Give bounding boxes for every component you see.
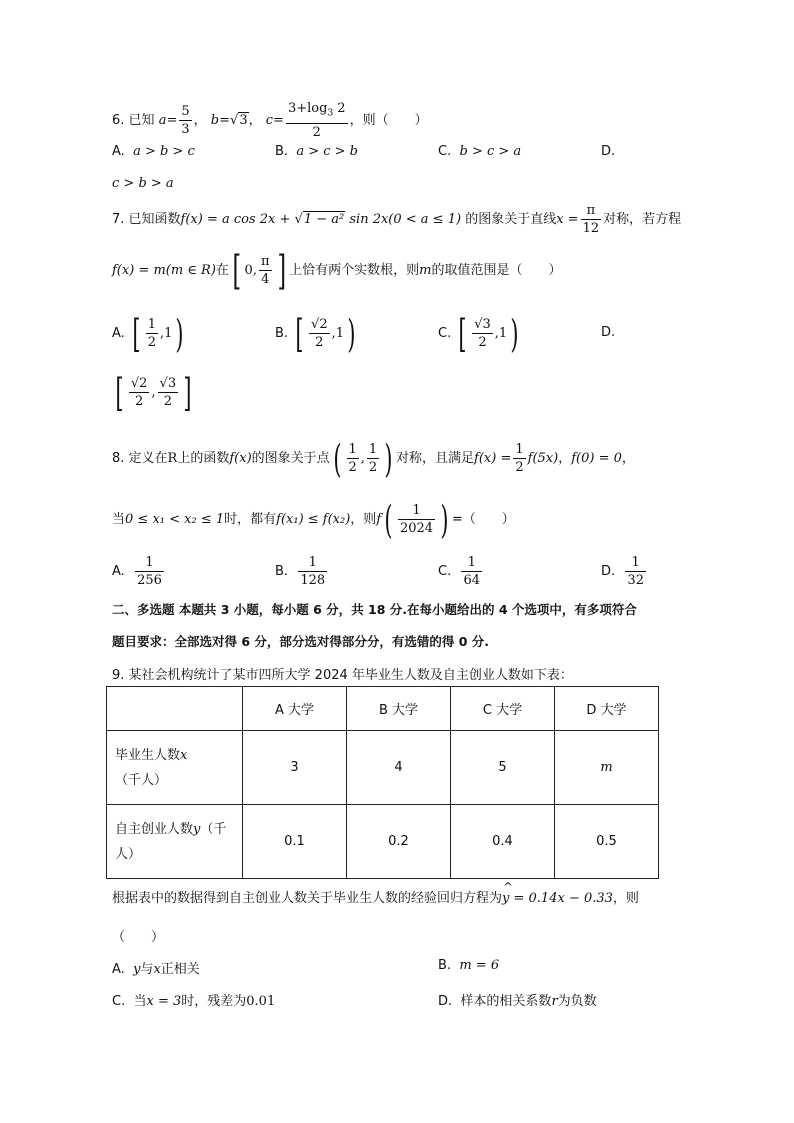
q8-stem-line1: 8. 定义在R上的函数f(x)的图象关于点( $\frac{1}{2}$ , $\frac{1}{2}$ ) 对称，且满足f(x) = $\frac{1}{2}$ f(5x)，f(0) = 0， — [112, 436, 635, 481]
q8-option-b[interactable]: B. $\frac{1}{128}$ — [275, 555, 326, 588]
q8-stem-line2: 当0 ≤ x₁ < x₂ ≤ 1时，都有f(x₁) ≤ f(x₂)，则f( $\frac{1}{2024}$ ) =（ ） — [112, 497, 515, 542]
q6-option-a[interactable]: A. a > b > c — [112, 144, 195, 159]
table-cell: 0.5 — [555, 805, 659, 879]
table-cell: 3 — [243, 731, 347, 805]
q9-stem: 9. 某社会机构统计了某市四所大学 2024 年毕业生人数及自主创业人数如下表： — [112, 668, 573, 683]
q6-b-sqrt: √3 — [230, 112, 248, 128]
q7-stem-line2: f(x) = m(m ∈ R)在[ 0, $\frac{\pi}{4}$ ] 上恰有两个实数根，则m的取值范围是（ ） — [112, 247, 562, 294]
table-header-cell: A 大学 — [243, 687, 347, 731]
q7-option-d-value[interactable]: [ $\frac{√2}{2}$ , $\frac{√3}{2}$ ] — [115, 370, 192, 415]
q7-option-d-label[interactable]: D. — [601, 325, 616, 340]
table-cell: 4 — [347, 731, 451, 805]
q6-stem: 6. 已知 a= $\frac{5}{3}$ ， b=√3， c= $\frac{3+\log_3 2}{2}$ ，则（ ） — [112, 101, 428, 140]
table-cell: 5 — [451, 731, 555, 805]
q7-option-a[interactable]: A. [ $\frac{1}{2}$ ,1) — [112, 311, 184, 356]
q7-sqrt: √1 − a² — [294, 212, 345, 227]
q6-option-d-label[interactable]: D. — [601, 144, 616, 159]
table-cell: 0.4 — [451, 805, 555, 879]
table-header-cell: D 大学 — [555, 687, 659, 731]
table-cell: m — [555, 731, 659, 805]
q8-option-c[interactable]: C. $\frac{1}{64}$ — [438, 555, 481, 588]
q7-option-b[interactable]: B. [ $\frac{√2}{2}$ ,1) — [275, 311, 356, 356]
table-cell: 0.2 — [347, 805, 451, 879]
table-cell: 0.1 — [243, 805, 347, 879]
table-row-label: 毕业生人数x（千人） — [107, 731, 243, 805]
q6-option-c[interactable]: C. b > c > a — [438, 144, 522, 159]
section2-heading-line1: 二、多选题 本题共 3 小题，每小题 6 分，共 18 分.在每小题给出的 4 个选项中，有多项符合 — [112, 602, 637, 617]
q8-option-d[interactable]: D. $\frac{1}{32}$ — [601, 555, 644, 588]
q6-option-d-text[interactable]: c > b > a — [112, 176, 174, 191]
q9-option-b[interactable]: B. m = 6 — [438, 958, 500, 973]
q6-a-fraction: $\frac{5}{3}$ — [181, 103, 190, 137]
q8-option-a[interactable]: A. $\frac{1}{256}$ — [112, 555, 162, 588]
table-header-cell: C 大学 — [451, 687, 555, 731]
q9-data-table — [106, 686, 659, 879]
q6-c-fraction: $\frac{3+\log_3 2}{2}$ — [287, 101, 346, 140]
q9-answer-paren: （ ） — [112, 930, 165, 945]
table-row-label: 自主创业人数y（千人） — [107, 805, 243, 879]
q6-option-b[interactable]: B. a > c > b — [275, 144, 358, 159]
q9-regression-line: 根据表中的数据得到自主创业人数关于毕业生人数的经验回归方程为 ^ y = 0.14x − 0.33，则 — [112, 880, 639, 906]
q9-option-c[interactable]: C. 当x = 3时，残差为0.01 — [112, 994, 276, 1009]
q7-option-c[interactable]: C. [ $\frac{√3}{2}$ ,1) — [438, 311, 519, 356]
q9-option-a[interactable]: A. y与x正相关 — [112, 962, 200, 977]
table-header-cell: B 大学 — [347, 687, 451, 731]
table-corner-cell — [107, 687, 243, 731]
section2-heading-line2: 题目要求：全部选对得 6 分，部分选对得部分分，有选错的得 0 分. — [112, 634, 490, 649]
q9-option-d[interactable]: D. 样本的相关系数r为负数 — [438, 994, 597, 1009]
q7-stem-line1: 7. 已知函数f(x) = a cos 2x + √1 − a² sin 2x(0 < a ≤ 1) 的图象关于直线x = $\frac{\pi}{12}$ 对称，若方程 — [112, 203, 682, 236]
